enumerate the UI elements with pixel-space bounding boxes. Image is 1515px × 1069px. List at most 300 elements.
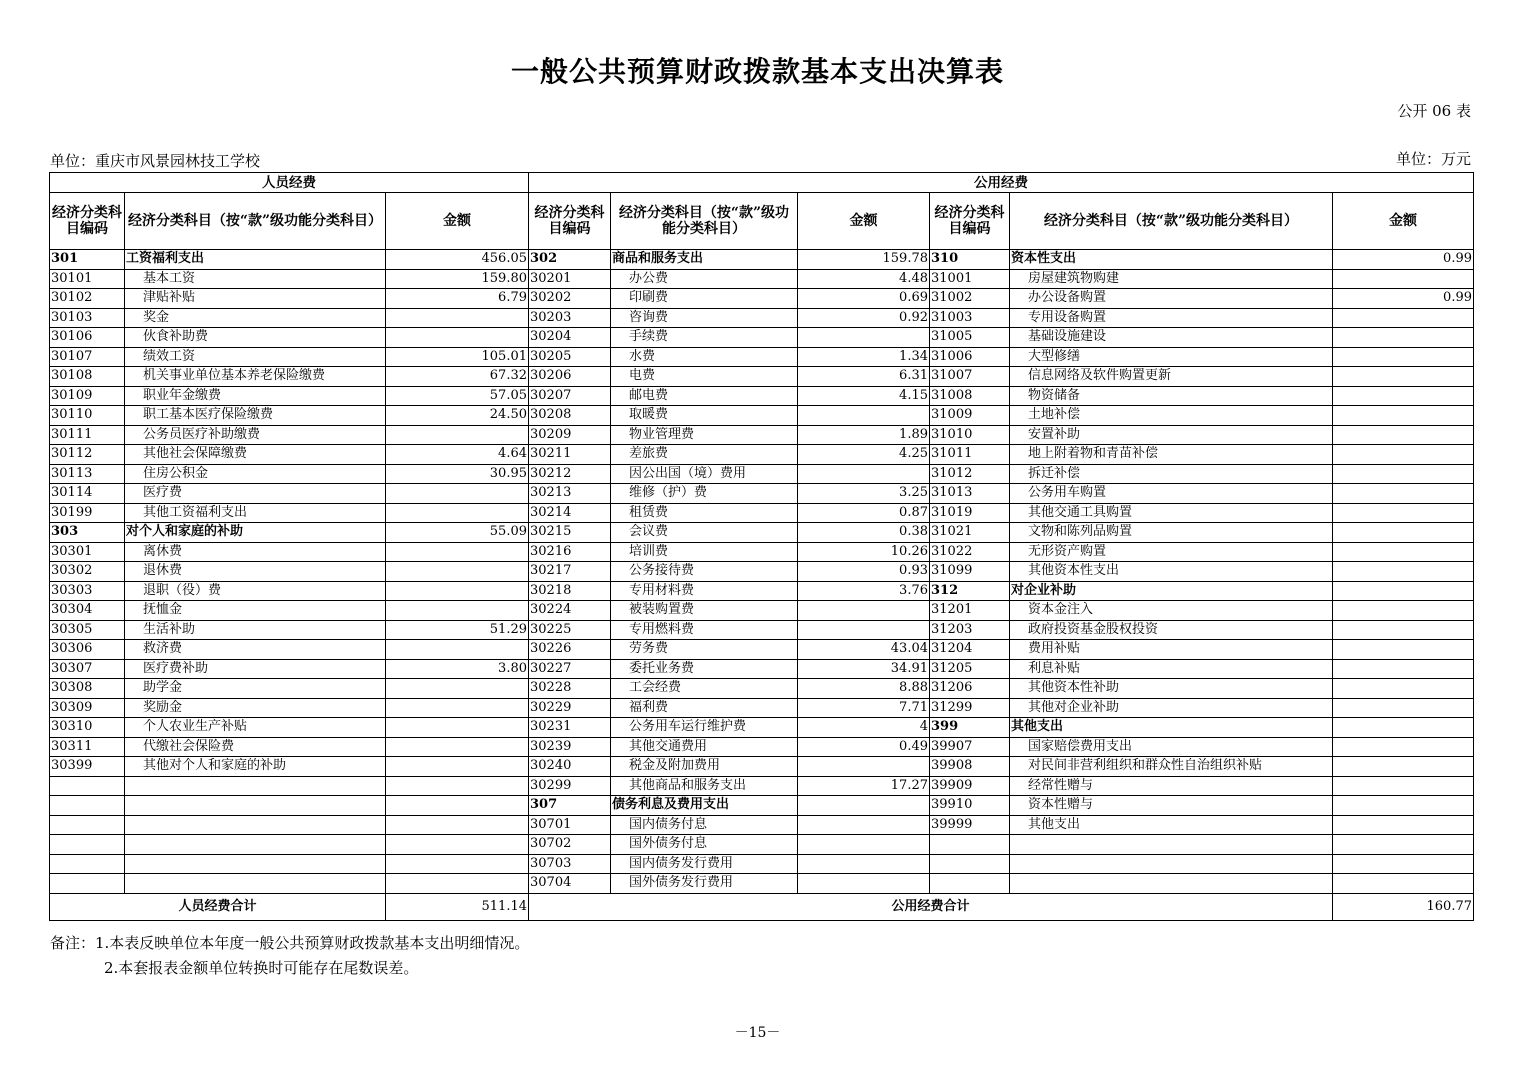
account-code <box>50 776 125 796</box>
account-code: 30212 <box>529 464 611 484</box>
account-code: 30229 <box>529 698 611 718</box>
account-name: 生活补助 <box>125 620 386 640</box>
account-name: 专用燃料费 <box>611 620 798 640</box>
amount-cell: 43.04 <box>798 640 930 660</box>
amount-cell <box>386 796 529 816</box>
amount-cell <box>1333 874 1474 894</box>
public-total-amount: 160.77 <box>1333 893 1474 920</box>
amount-cell: 0.93 <box>798 562 930 582</box>
amount-cell <box>386 328 529 348</box>
amount-cell <box>386 425 529 445</box>
amount-cell <box>1333 464 1474 484</box>
account-code: 30102 <box>50 289 125 309</box>
account-name: 经常性赠与 <box>1010 776 1333 796</box>
account-name: 救济费 <box>125 640 386 660</box>
account-name: 取暖费 <box>611 406 798 426</box>
account-code: 31099 <box>930 562 1010 582</box>
amount-cell <box>386 484 529 504</box>
account-name: 因公出国（境）费用 <box>611 464 798 484</box>
amount-cell <box>1333 718 1474 738</box>
account-name: 资本金注入 <box>1010 601 1333 621</box>
account-name: 债务利息及费用支出 <box>611 796 798 816</box>
account-code: 31009 <box>930 406 1010 426</box>
account-name: 其他工资福利支出 <box>125 503 386 523</box>
account-name: 个人农业生产补贴 <box>125 718 386 738</box>
account-code: 30301 <box>50 542 125 562</box>
account-code: 31021 <box>930 523 1010 543</box>
account-code: 31019 <box>930 503 1010 523</box>
table-row <box>50 620 1474 640</box>
account-code: 31005 <box>930 328 1010 348</box>
account-name: 印刷费 <box>611 289 798 309</box>
amount-cell <box>798 835 930 855</box>
amount-cell <box>798 757 930 777</box>
account-code: 30216 <box>529 542 611 562</box>
account-code: 31001 <box>930 269 1010 289</box>
account-code: 30227 <box>529 659 611 679</box>
amount-cell <box>1333 406 1474 426</box>
account-code: 30211 <box>529 445 611 465</box>
amount-cell <box>1333 367 1474 387</box>
amount-cell: 0.87 <box>798 503 930 523</box>
amount-cell: 34.91 <box>798 659 930 679</box>
personnel-total-label: 人员经费合计 <box>50 893 386 920</box>
amount-cell <box>386 757 529 777</box>
account-name: 住房公积金 <box>125 464 386 484</box>
account-name <box>1010 835 1333 855</box>
amount-cell <box>386 503 529 523</box>
amount-cell: 0.38 <box>798 523 930 543</box>
amount-cell: 0.99 <box>1333 289 1474 309</box>
account-name: 对个人和家庭的补助 <box>125 523 386 543</box>
amount-cell: 0.92 <box>798 308 930 328</box>
account-code: 30224 <box>529 601 611 621</box>
amount-cell <box>386 776 529 796</box>
account-code: 30112 <box>50 445 125 465</box>
account-code: 30107 <box>50 347 125 367</box>
table-row <box>50 854 1474 874</box>
table-row <box>50 308 1474 328</box>
account-code: 30204 <box>529 328 611 348</box>
account-name: 利息补贴 <box>1010 659 1333 679</box>
account-name: 其他对个人和家庭的补助 <box>125 757 386 777</box>
amount-cell: 6.79 <box>386 289 529 309</box>
amount-cell <box>386 679 529 699</box>
account-name: 培训费 <box>611 542 798 562</box>
amount-cell <box>798 620 930 640</box>
account-code: 31008 <box>930 386 1010 406</box>
amount-cell <box>386 874 529 894</box>
table-row <box>50 718 1474 738</box>
amount-cell: 51.29 <box>386 620 529 640</box>
account-name: 邮电费 <box>611 386 798 406</box>
account-code: 30305 <box>50 620 125 640</box>
account-code: 39999 <box>930 815 1010 835</box>
account-name: 资本性支出 <box>1010 250 1333 270</box>
account-name: 资本性赠与 <box>1010 796 1333 816</box>
account-name: 安置补助 <box>1010 425 1333 445</box>
account-code: 31013 <box>930 484 1010 504</box>
amount-cell: 0.49 <box>798 737 930 757</box>
account-name: 抚恤金 <box>125 601 386 621</box>
amount-cell <box>1333 776 1474 796</box>
account-code: 30311 <box>50 737 125 757</box>
amount-cell: 456.05 <box>386 250 529 270</box>
amount-cell <box>1333 854 1474 874</box>
amount-cell <box>798 854 930 874</box>
amount-cell: 4 <box>798 718 930 738</box>
amount-cell: 6.31 <box>798 367 930 387</box>
account-name: 退职（役）费 <box>125 581 386 601</box>
account-code: 30108 <box>50 367 125 387</box>
amount-cell <box>1333 679 1474 699</box>
amount-cell: 0.69 <box>798 289 930 309</box>
amount-cell <box>1333 815 1474 835</box>
account-code: 31204 <box>930 640 1010 660</box>
account-name: 商品和服务支出 <box>611 250 798 270</box>
account-name: 地上附着物和青苗补偿 <box>1010 445 1333 465</box>
header-code-2: 经济分类科目编码 <box>529 193 611 250</box>
account-name: 专用设备购置 <box>1010 308 1333 328</box>
amount-cell <box>1333 796 1474 816</box>
account-code: 303 <box>50 523 125 543</box>
amount-cell <box>1333 659 1474 679</box>
account-code: 31003 <box>930 308 1010 328</box>
account-code: 30308 <box>50 679 125 699</box>
account-name <box>125 815 386 835</box>
account-name: 信息网络及软件购置更新 <box>1010 367 1333 387</box>
table-row <box>50 796 1474 816</box>
account-name: 工资福利支出 <box>125 250 386 270</box>
account-name <box>125 874 386 894</box>
table-row <box>50 250 1474 270</box>
account-code: 30307 <box>50 659 125 679</box>
amount-cell <box>1333 640 1474 660</box>
account-name: 其他支出 <box>1010 718 1333 738</box>
amount-cell <box>1333 757 1474 777</box>
account-name: 其他社会保障缴费 <box>125 445 386 465</box>
account-name: 其他交通费用 <box>611 737 798 757</box>
amount-cell <box>1333 386 1474 406</box>
account-code: 39909 <box>930 776 1010 796</box>
header-amount-3: 金额 <box>1333 193 1474 250</box>
amount-cell: 4.64 <box>386 445 529 465</box>
amount-cell: 159.78 <box>798 250 930 270</box>
account-code: 30704 <box>529 874 611 894</box>
amount-cell <box>386 698 529 718</box>
account-name: 奖励金 <box>125 698 386 718</box>
amount-cell <box>386 562 529 582</box>
table-row <box>50 523 1474 543</box>
account-code <box>50 874 125 894</box>
account-code <box>930 874 1010 894</box>
amount-cell: 159.80 <box>386 269 529 289</box>
table-row <box>50 386 1474 406</box>
account-name: 津贴补贴 <box>125 289 386 309</box>
account-code: 302 <box>529 250 611 270</box>
account-code <box>930 854 1010 874</box>
amount-cell <box>1333 698 1474 718</box>
account-name <box>1010 854 1333 874</box>
account-code: 310 <box>930 250 1010 270</box>
account-code: 31012 <box>930 464 1010 484</box>
amount-cell <box>386 581 529 601</box>
amount-cell: 67.32 <box>386 367 529 387</box>
account-name: 劳务费 <box>611 640 798 660</box>
account-code <box>50 835 125 855</box>
amount-cell: 3.80 <box>386 659 529 679</box>
amount-cell <box>798 406 930 426</box>
header-amount-2: 金额 <box>798 193 930 250</box>
account-code: 31007 <box>930 367 1010 387</box>
account-name: 工会经费 <box>611 679 798 699</box>
account-code: 30208 <box>529 406 611 426</box>
account-name: 公务员医疗补助缴费 <box>125 425 386 445</box>
account-name <box>125 796 386 816</box>
account-code: 30214 <box>529 503 611 523</box>
account-name: 手续费 <box>611 328 798 348</box>
account-code: 30225 <box>529 620 611 640</box>
amount-cell <box>386 718 529 738</box>
amount-cell <box>798 328 930 348</box>
account-code: 30202 <box>529 289 611 309</box>
amount-cell: 55.09 <box>386 523 529 543</box>
header-code-3: 经济分类科目编码 <box>930 193 1010 250</box>
account-name: 国家赔偿费用支出 <box>1010 737 1333 757</box>
table-row <box>50 445 1474 465</box>
account-name: 退休费 <box>125 562 386 582</box>
amount-cell: 17.27 <box>798 776 930 796</box>
amount-cell <box>1333 737 1474 757</box>
account-name: 文物和陈列品购置 <box>1010 523 1333 543</box>
account-name: 职工基本医疗保险缴费 <box>125 406 386 426</box>
account-code: 30111 <box>50 425 125 445</box>
account-code: 399 <box>930 718 1010 738</box>
account-code: 31022 <box>930 542 1010 562</box>
table-row <box>50 835 1474 855</box>
account-name: 差旅费 <box>611 445 798 465</box>
account-code: 31006 <box>930 347 1010 367</box>
amount-cell: 10.26 <box>798 542 930 562</box>
amount-cell <box>1333 503 1474 523</box>
account-name: 维修（护）费 <box>611 484 798 504</box>
amount-cell <box>1333 484 1474 504</box>
account-code: 30203 <box>529 308 611 328</box>
account-code: 30299 <box>529 776 611 796</box>
amount-cell <box>1333 542 1474 562</box>
account-code: 30228 <box>529 679 611 699</box>
totals-row <box>50 893 1474 920</box>
amount-cell <box>798 796 930 816</box>
account-code: 30207 <box>529 386 611 406</box>
account-code: 30304 <box>50 601 125 621</box>
amount-cell <box>1333 581 1474 601</box>
account-code: 301 <box>50 250 125 270</box>
amount-cell <box>798 601 930 621</box>
amount-cell <box>1333 562 1474 582</box>
account-name: 奖金 <box>125 308 386 328</box>
account-code: 30703 <box>529 854 611 874</box>
account-name <box>125 776 386 796</box>
amount-cell: 3.76 <box>798 581 930 601</box>
amount-cell <box>1333 425 1474 445</box>
account-name: 专用材料费 <box>611 581 798 601</box>
table-row <box>50 347 1474 367</box>
account-name: 医疗费 <box>125 484 386 504</box>
account-code: 30231 <box>529 718 611 738</box>
account-name: 政府投资基金股权投资 <box>1010 620 1333 640</box>
account-name: 代缴社会保险费 <box>125 737 386 757</box>
amount-cell <box>386 815 529 835</box>
amount-cell: 8.88 <box>798 679 930 699</box>
table-row <box>50 562 1474 582</box>
account-code: 30215 <box>529 523 611 543</box>
account-name: 其他支出 <box>1010 815 1333 835</box>
account-name <box>125 854 386 874</box>
account-name: 土地补偿 <box>1010 406 1333 426</box>
table-row <box>50 601 1474 621</box>
account-name: 其他资本性补助 <box>1010 679 1333 699</box>
section-personnel: 人员经费 <box>50 173 529 193</box>
amount-cell <box>386 542 529 562</box>
table-row <box>50 464 1474 484</box>
section-public: 公用经费 <box>529 173 1474 193</box>
account-name: 租赁费 <box>611 503 798 523</box>
account-code: 30217 <box>529 562 611 582</box>
account-name: 水费 <box>611 347 798 367</box>
account-name: 被装购置费 <box>611 601 798 621</box>
account-name: 物业管理费 <box>611 425 798 445</box>
account-code: 30240 <box>529 757 611 777</box>
amount-cell <box>386 737 529 757</box>
table-row <box>50 484 1474 504</box>
account-code: 30205 <box>529 347 611 367</box>
account-code: 30106 <box>50 328 125 348</box>
account-name: 公务用车购置 <box>1010 484 1333 504</box>
table-row <box>50 679 1474 699</box>
account-name: 电费 <box>611 367 798 387</box>
amount-cell <box>1333 328 1474 348</box>
account-name: 无形资产购置 <box>1010 542 1333 562</box>
account-name: 对企业补助 <box>1010 581 1333 601</box>
account-name: 委托业务费 <box>611 659 798 679</box>
account-code <box>930 835 1010 855</box>
account-code: 30226 <box>529 640 611 660</box>
account-name: 福利费 <box>611 698 798 718</box>
account-code: 30209 <box>529 425 611 445</box>
account-code: 30206 <box>529 367 611 387</box>
table-row <box>50 367 1474 387</box>
account-code: 30702 <box>529 835 611 855</box>
header-amount-1: 金额 <box>386 193 529 250</box>
table-row <box>50 698 1474 718</box>
table-row <box>50 737 1474 757</box>
account-name: 房屋建筑物购建 <box>1010 269 1333 289</box>
account-code: 30110 <box>50 406 125 426</box>
page-number: －15－ <box>734 1025 781 1041</box>
account-code: 30239 <box>529 737 611 757</box>
table-row <box>50 542 1474 562</box>
amount-cell <box>1333 269 1474 289</box>
account-name: 助学金 <box>125 679 386 699</box>
account-name <box>125 835 386 855</box>
amount-cell: 30.95 <box>386 464 529 484</box>
header-name-3: 经济分类科目（按“款”级功能分类科目） <box>1010 193 1333 250</box>
account-name: 国外债务付息 <box>611 835 798 855</box>
amount-cell: 3.25 <box>798 484 930 504</box>
account-code: 30213 <box>529 484 611 504</box>
account-name: 拆迁补偿 <box>1010 464 1333 484</box>
amount-cell: 4.15 <box>798 386 930 406</box>
account-code: 30306 <box>50 640 125 660</box>
account-code: 30399 <box>50 757 125 777</box>
account-name: 对民间非营利组织和群众性自治组织补贴 <box>1010 757 1333 777</box>
amount-cell <box>798 815 930 835</box>
amount-cell: 1.34 <box>798 347 930 367</box>
amount-cell <box>386 640 529 660</box>
account-code <box>50 796 125 816</box>
account-code: 31206 <box>930 679 1010 699</box>
account-code <box>50 815 125 835</box>
account-name: 税金及附加费用 <box>611 757 798 777</box>
account-code: 30302 <box>50 562 125 582</box>
account-code: 31201 <box>930 601 1010 621</box>
account-code: 39907 <box>930 737 1010 757</box>
account-name: 物资储备 <box>1010 386 1333 406</box>
account-name: 公务用车运行维护费 <box>611 718 798 738</box>
amount-cell <box>1333 601 1474 621</box>
account-name: 费用补贴 <box>1010 640 1333 660</box>
account-name: 国内债务发行费用 <box>611 854 798 874</box>
account-name <box>1010 874 1333 894</box>
account-code: 31299 <box>930 698 1010 718</box>
account-code: 30201 <box>529 269 611 289</box>
amount-cell <box>798 874 930 894</box>
amount-cell <box>386 854 529 874</box>
account-name: 国外债务发行费用 <box>611 874 798 894</box>
account-name: 其他对企业补助 <box>1010 698 1333 718</box>
account-code: 30114 <box>50 484 125 504</box>
amount-cell <box>1333 523 1474 543</box>
account-code: 312 <box>930 581 1010 601</box>
expenditure-table <box>49 172 1474 921</box>
account-code: 30701 <box>529 815 611 835</box>
account-name: 绩效工资 <box>125 347 386 367</box>
account-name: 离休费 <box>125 542 386 562</box>
table-row <box>50 503 1474 523</box>
amount-cell: 24.50 <box>386 406 529 426</box>
account-name: 大型修缮 <box>1010 347 1333 367</box>
account-code: 30109 <box>50 386 125 406</box>
account-code <box>50 854 125 874</box>
amount-cell <box>1333 620 1474 640</box>
amount-cell <box>1333 835 1474 855</box>
table-row <box>50 289 1474 309</box>
account-name: 其他交通工具购置 <box>1010 503 1333 523</box>
header-name-1: 经济分类科目（按“款”级功能分类科目） <box>125 193 386 250</box>
account-code: 31203 <box>930 620 1010 640</box>
table-row <box>50 659 1474 679</box>
table-row <box>50 581 1474 601</box>
account-code: 31011 <box>930 445 1010 465</box>
account-code: 30309 <box>50 698 125 718</box>
table-row <box>50 757 1474 777</box>
account-name: 医疗费补助 <box>125 659 386 679</box>
account-name: 办公设备购置 <box>1010 289 1333 309</box>
amount-cell: 4.25 <box>798 445 930 465</box>
header-code-1: 经济分类科目编码 <box>50 193 125 250</box>
table-row <box>50 815 1474 835</box>
